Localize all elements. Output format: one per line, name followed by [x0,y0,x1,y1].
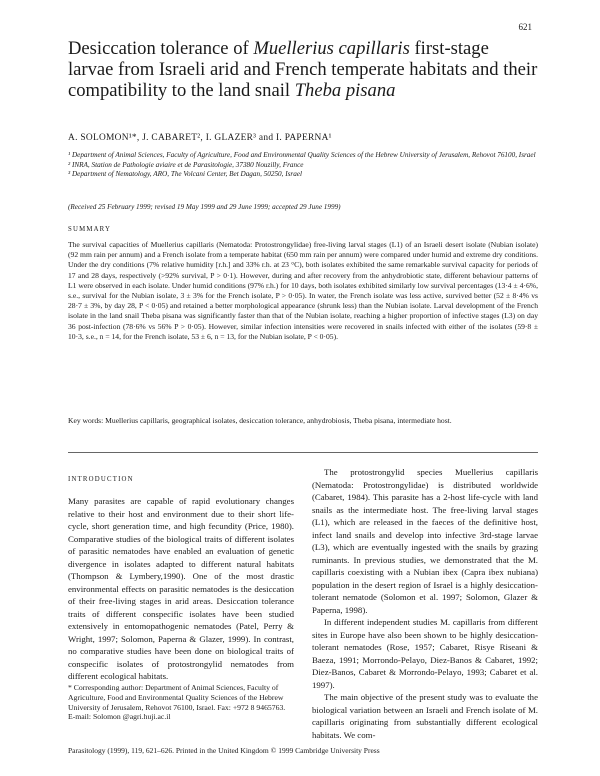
submission-dates: (Received 25 February 1999; revised 19 May 1999 and 29 June 1999; accepted 29 June 1999) [68,203,341,211]
keywords-label: Key words: [68,416,104,425]
paragraph: Many parasites are capable of rapid evolutionary changes relative to their host and environment due to their short life-cycle, short generation time, and high fecundity (Price, 1980). Comparative studies of the biological traits of different isolates of parasitic nematodes have enabled an evaluation of genetic divergence in isolates adapted to different natural habitats (Thompson & Lymbery,1990). One of the most drastic environmental effects on parasitic nematodes is the desiccation of their free-living stages in arid areas. Desiccation tolerance traits of different conspecific isolates have been studied extensively in entomopathogenic nematodes (Patel, Perry & Wright, 1997; Solomon, Paperna & Glazer, 1999). In contrast, no comparative studies have been done on biological traits of conspecific isolates of protostrongylid nematodes from different ecological habitats. [68,496,294,681]
affiliation: ¹ Department of Animal Sciences, Faculty of Agriculture, Food and Environmental Quality Sciences of the Hebrew University of Jerusalem, Rehovot 76100, Israel [68,151,536,159]
affiliations [68,151,538,180]
summary-text: The survival capacities of Muellerius capillaris (Nematoda: Protostrongylidae) free-living larval stages (L1) of an Israeli desert isolate (Nubian isolate) (92 mm rain per annum) and a French isolate from a temperate habitat (650 mm rain per annum) were compared under humid and extreme dry conditions. Under the dry conditions (7% relative humidity [r.h.] and 33% r.h. at 23 °C), both isolates exhibited the same remarkable survival capacity for periods of 17 and 28 days, respectively (>92% survival, P > 0·1). However, during and after recovery from the anhydrobiotic state, different behaviour patterns of L1 were observed in each isolate. Under humid conditions (97% r.h.) for 10 days, both isolates exhibited similarly low survival percentages (13·4 ± 4·6%, s.e., survival for the Nubian isolate, 3 ± 3% for the French isolate, P > 0·05). In water, the French isolate was less active, survived better (52 ± 8·4% vs 28·7 ± 3%, by day 28, P < 0·05) and retained a better morphological appearance (shrunk less) than the Nubian isolate. Larval development of the French isolate in the land snail Theba pisana was significantly faster than that of the Nubian isolate, reaching a higher proportion of infective stages (L3) on day 36 post-infection (78·6% vs 56% P > 0·05). However, similar infection intensities were recovered in snails infected with either of the isolates (59·8 ± 10·3, s.e., n = 14, for the French isolate, 53 ± 6, n = 13, for the Nubian isolate, P < 0·05). [68,240,538,341]
paragraph: The protostrongylid species Muellerius capillaris (Nematoda: Protostrongylidae) is distributed worldwide (Cabaret, 1984). This parasite has a 2-host life-cycle with land snails as the intermediate host. The free-living larval stages (L1), which are released in the faeces of the definitive host, infect land snails and develop into infective 3rd-stage larvae (L3), which are eventually ingested with the snails by grazing ruminants. In previous studies, we demonstrated that the M. capillaris coexisting with a Nubian ibex (Capra ibex nubiana) population in the desert region of Israel is a highly desiccation-tolerant nematode (Solomon et al. 1997; Solomon, Glazer & Paperna, 1998). [312,467,538,615]
paragraph: In different independent studies M. capillaris from different sites in Europe have also been shown to be highly desiccation-tolerant nematodes (Rose, 1957; Cabaret, Risye Riseani & Baeza, 1991; Morrondo-Pelayo, Diez-Banos & Cabaret, 1992; Diez-Banos, Cabaret & Morrondo-Pelayo, 1993; Cabaret et al. 1997). [312,617,538,690]
left-column [68,495,294,683]
affiliation: ³ Department of Nematology, ARO, The Volcani Center, Bet Dagan, 50250, Israel [68,170,302,178]
keywords-text: Muellerius capillaris, geographical isolates, desiccation tolerance, anhydrobiosis, Theba pisana, intermediate host. [105,416,452,425]
affiliation: ² INRA, Station de Pathologie aviaire et de Parasitologie, 37380 Nouzilly, France [68,160,304,169]
correspondence-note: * Corresponding author: Department of Animal Sciences, Faculty of Agriculture, Food and Environmental Quality Sciences of the Hebrew University of Jerusalem, Rehovot 76100, Israel. Fax: +972 8 9465763. E-mail: Solomon @agri.huji.ac.il [68,683,286,722]
right-column [312,466,538,741]
author-list: A. SOLOMON¹*, J. CABARET², I. GLAZER³ and I. PAPERNA¹ [68,133,332,143]
introduction-heading: INTRODUCTION [68,476,134,483]
page-number: 621 [518,22,532,32]
summary-heading: SUMMARY [68,226,112,233]
article-title: Desiccation tolerance of Muellerius capillaris first-stage larvae from Israeli arid and French temperate habitats and their compatibility to the land snail Theba pisana [68,38,538,101]
journal-footer: Parasitology (1999), 119, 621–626. Printed in the United Kingdom © 1999 Cambridge University Press [68,746,380,755]
keywords [68,416,538,426]
section-divider [68,452,538,453]
paragraph: The main objective of the present study was to evaluate the biological variation between an Israeli and French isolate of M. capillaris originating from substantially different ecological habitats. We com- [312,692,538,740]
